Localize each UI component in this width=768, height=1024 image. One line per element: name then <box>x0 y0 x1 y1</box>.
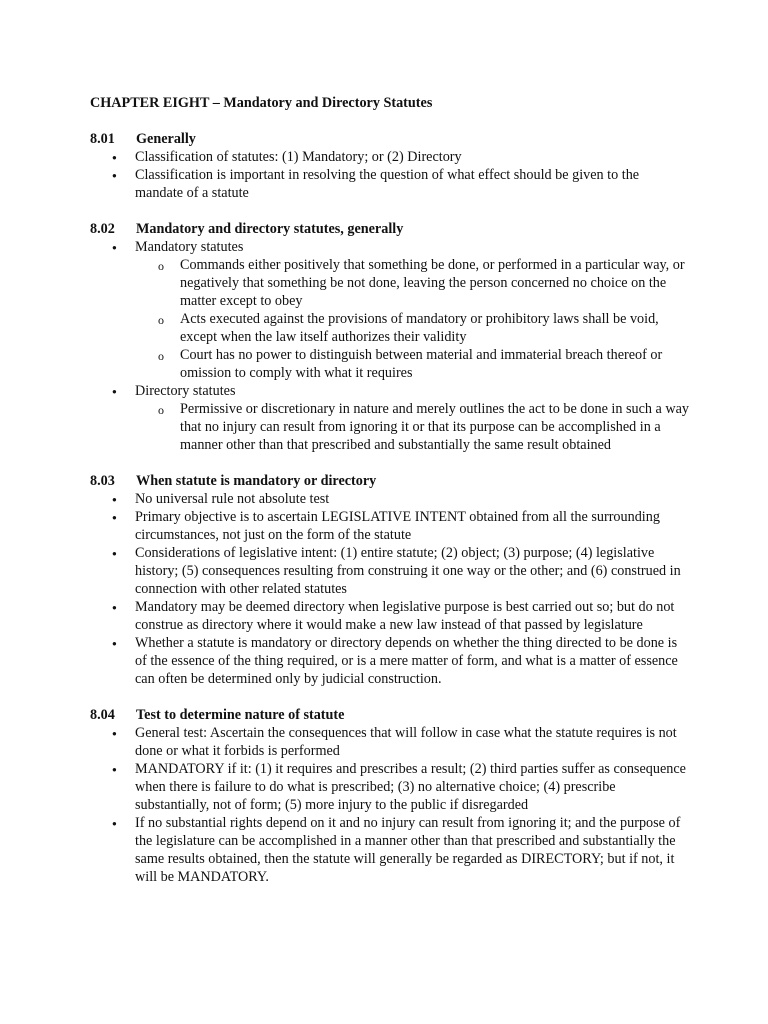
bullet-icon: ● <box>112 513 117 522</box>
sub-list-item <box>135 310 690 346</box>
list-item-text: If no substantial rights depend on it and no injury can result from ignoring it; and the purpose of the legislature can be accomplished in a manner other than that prescribed and substantially the same results obtained, then the statute will generally be regarded as DIRECTORY; but if not, it will be MANDATORY. <box>135 815 681 885</box>
circle-bullet-icon: o <box>158 349 164 363</box>
section-heading <box>90 220 690 238</box>
list-item <box>90 634 690 688</box>
section-heading-text: When statute is mandatory or directory <box>136 473 377 489</box>
section-8-02 <box>90 220 690 454</box>
list-item-text: Directory statutes <box>135 383 236 399</box>
list-item <box>90 508 690 544</box>
list-item-text: MANDATORY if it: (1) it requires and prescribes a result; (2) third parties suffer as consequence when there is failure to do what is prescribed; (3) no alternative choice; (4) prescribe substantially, not of form; (5) more injury to the public if disregarded <box>135 761 686 813</box>
bullet-icon: ● <box>112 549 117 558</box>
section-8-03 <box>90 472 690 688</box>
list-item-text: Whether a statute is mandatory or directory depends on whether the thing directed to be done is of the essence of the thing required, or is a mere matter of form, and what is a matter of essence can often be determined only by judicial construction. <box>135 635 678 687</box>
section-8-04 <box>90 706 690 886</box>
bullet-icon: ● <box>112 387 117 396</box>
circle-bullet-icon: o <box>158 313 164 327</box>
sub-list-item <box>135 346 690 382</box>
list-item <box>90 760 690 814</box>
sub-bullet-list <box>135 400 690 454</box>
section-8-01 <box>90 130 690 202</box>
section-number: 8.01 <box>90 131 115 147</box>
sub-list-item-text: Permissive or discretionary in nature and merely outlines the act to be done in such a way that no injury can result from ignoring it or that its purpose can be accomplished in a manner other than that prescribed and substantially the same result obtained <box>180 401 690 453</box>
list-item <box>90 382 690 454</box>
list-item-text: No universal rule not absolute test <box>135 491 330 507</box>
sub-list-item-text: Court has no power to distinguish between material and immaterial breach thereof or omission to comply with what it requires <box>180 347 663 381</box>
list-item <box>90 148 690 166</box>
bullet-icon: ● <box>112 729 117 738</box>
list-item-text: Mandatory may be deemed directory when legislative purpose is best carried out so; but do not construe as directory where it would make a new law instead of that passed by legislature <box>135 599 675 633</box>
sub-list-item <box>135 256 690 310</box>
list-item-text: General test: Ascertain the consequences that will follow in case what the statute requires is not done or what it forbids is performed <box>135 725 677 759</box>
list-item-text: Primary objective is to ascertain LEGISLATIVE INTENT obtained from all the surrounding circumstances, not just on the form of the statute <box>135 509 660 543</box>
list-item-text: Classification of statutes: (1) Mandatory; or (2) Directory <box>135 149 462 165</box>
section-heading-text: Generally <box>136 131 196 147</box>
bullet-icon: ● <box>112 603 117 612</box>
circle-bullet-icon: o <box>158 259 164 273</box>
sections-container <box>90 130 690 886</box>
circle-bullet-icon: o <box>158 403 164 417</box>
list-item <box>90 166 690 202</box>
bullet-icon: ● <box>112 153 117 162</box>
bullet-list <box>90 724 690 886</box>
sub-list-item-text: Commands either positively that something be done, or performed in a particular way, or negatively that something be not done, leaving the person concerned no choice on the matter except to obey <box>180 257 685 309</box>
bullet-icon: ● <box>112 171 117 180</box>
section-heading <box>90 130 690 148</box>
list-item <box>90 814 690 886</box>
bullet-list <box>90 238 690 454</box>
section-number: 8.03 <box>90 473 115 489</box>
sub-bullet-list <box>135 256 690 382</box>
bullet-list <box>90 490 690 688</box>
bullet-icon: ● <box>112 495 117 504</box>
list-item-text: Classification is important in resolving the question of what effect should be given to the mandate of a statute <box>135 167 640 201</box>
list-item <box>90 490 690 508</box>
sub-list-item <box>135 400 690 454</box>
document-body <box>90 94 690 904</box>
bullet-icon: ● <box>112 819 117 828</box>
section-heading <box>90 706 690 724</box>
list-item-text: Mandatory statutes <box>135 239 244 255</box>
section-heading-text: Mandatory and directory statutes, generally <box>136 221 404 237</box>
list-item <box>90 238 690 382</box>
list-item <box>90 544 690 598</box>
list-item <box>90 724 690 760</box>
chapter-title: CHAPTER EIGHT – Mandatory and Directory Statutes <box>90 95 433 111</box>
sub-list-item-text: Acts executed against the provisions of mandatory or prohibitory laws shall be void, except when the law itself authorizes their validity <box>180 311 659 345</box>
section-number: 8.04 <box>90 707 115 723</box>
bullet-icon: ● <box>112 243 117 252</box>
section-number: 8.02 <box>90 221 115 237</box>
bullet-list <box>90 148 690 202</box>
bullet-icon: ● <box>112 765 117 774</box>
section-heading <box>90 472 690 490</box>
list-item <box>90 598 690 634</box>
list-item-text: Considerations of legislative intent: (1) entire statute; (2) object; (3) purpose; (4) legislative history; (5) consequences resulting from construing it one way or the other; and (6) construed in connection with other related statutes <box>135 545 681 597</box>
bullet-icon: ● <box>112 639 117 648</box>
section-heading-text: Test to determine nature of statute <box>136 707 345 723</box>
